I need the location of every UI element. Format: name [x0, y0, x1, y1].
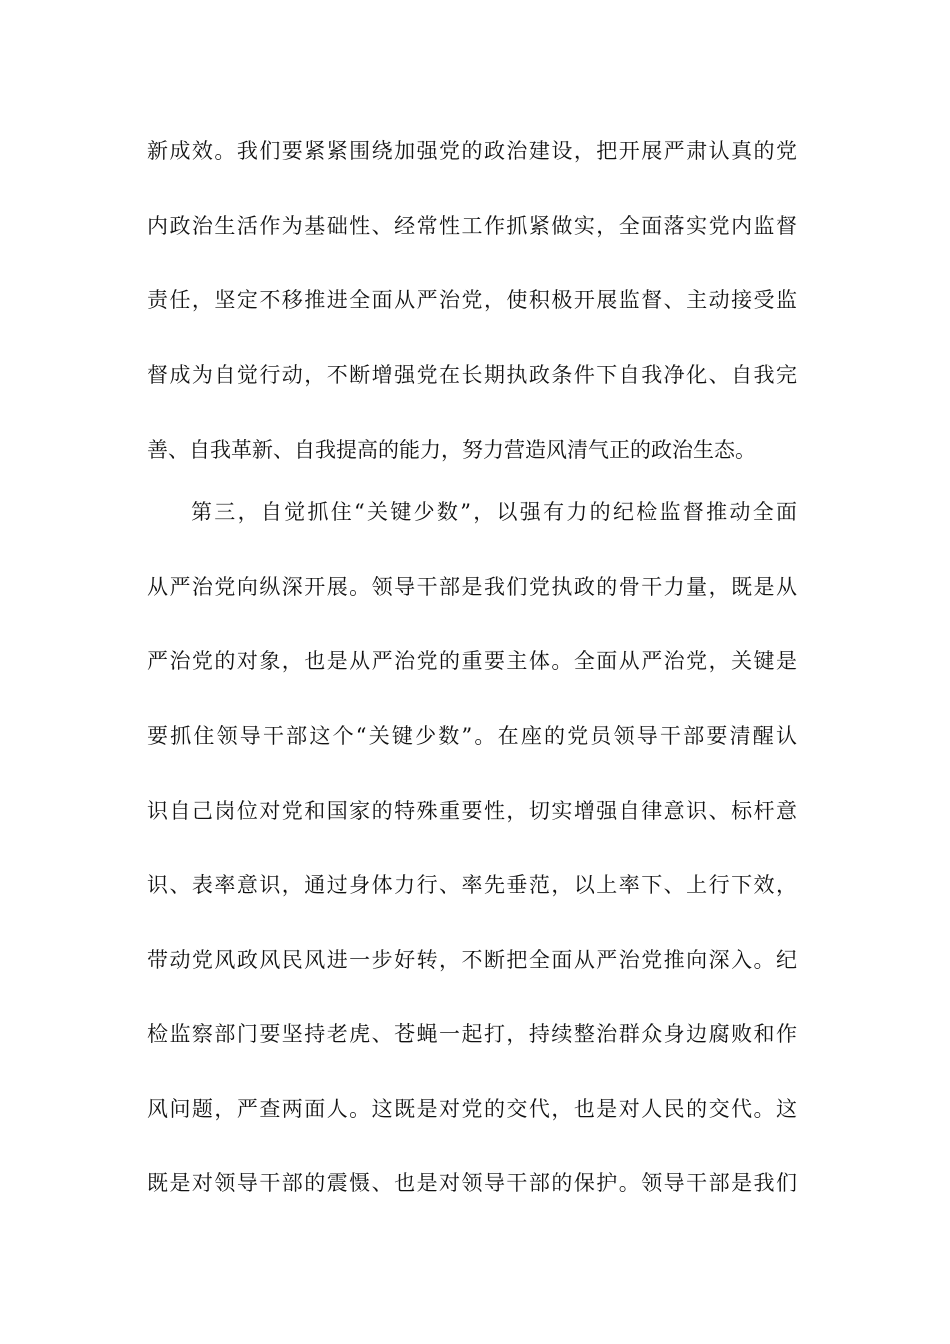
paragraph-line: 从严治党向纵深开展。领导干部是我们党执政的骨干力量，既是从	[147, 575, 797, 599]
paragraph-line: 风问题，严查两面人。这既是对党的交代，也是对人民的交代。这	[147, 1097, 797, 1121]
paragraph-line: 识自己岗位对党和国家的特殊重要性，切实增强自律意识、标杆意	[147, 799, 797, 823]
paragraph-line: 善、自我革新、自我提高的能力，努力营造风清气正的政治生态。	[147, 438, 756, 462]
paragraph-line: 带动党风政风民风进一步好转，不断把全面从严治党推向深入。纪	[147, 948, 797, 972]
paragraph-line: 新成效。我们要紧紧围绕加强党的政治建设，把开展严肃认真的党	[147, 139, 797, 163]
paragraph-line: 识、表率意识，通过身体力行、率先垂范，以上率下、上行下效，	[147, 873, 797, 897]
paragraph-line: 既是对领导干部的震慑、也是对领导干部的保护。领导干部是我们	[147, 1171, 797, 1195]
paragraph-line: 内政治生活作为基础性、经常性工作抓紧做实，全面落实党内监督	[147, 214, 797, 238]
paragraph-line: 检监察部门要坚持老虎、苍蝇一起打，持续整治群众身边腐败和作	[147, 1022, 797, 1046]
paragraph-line: 要抓住领导干部这个“关键少数”。在座的党员领导干部要清醒认	[147, 724, 797, 748]
paragraph-line: 责任，坚定不移推进全面从严治党，使积极开展监督、主动接受监	[147, 288, 797, 312]
paragraph-line: 督成为自觉行动，不断增强党在长期执政条件下自我净化、自我完	[147, 363, 797, 387]
paragraph-line: 严治党的对象，也是从严治党的重要主体。全面从严治党，关键是	[147, 649, 797, 673]
paragraph-line: 第三，自觉抓住“关键少数”，以强有力的纪检监督推动全面	[191, 500, 797, 524]
